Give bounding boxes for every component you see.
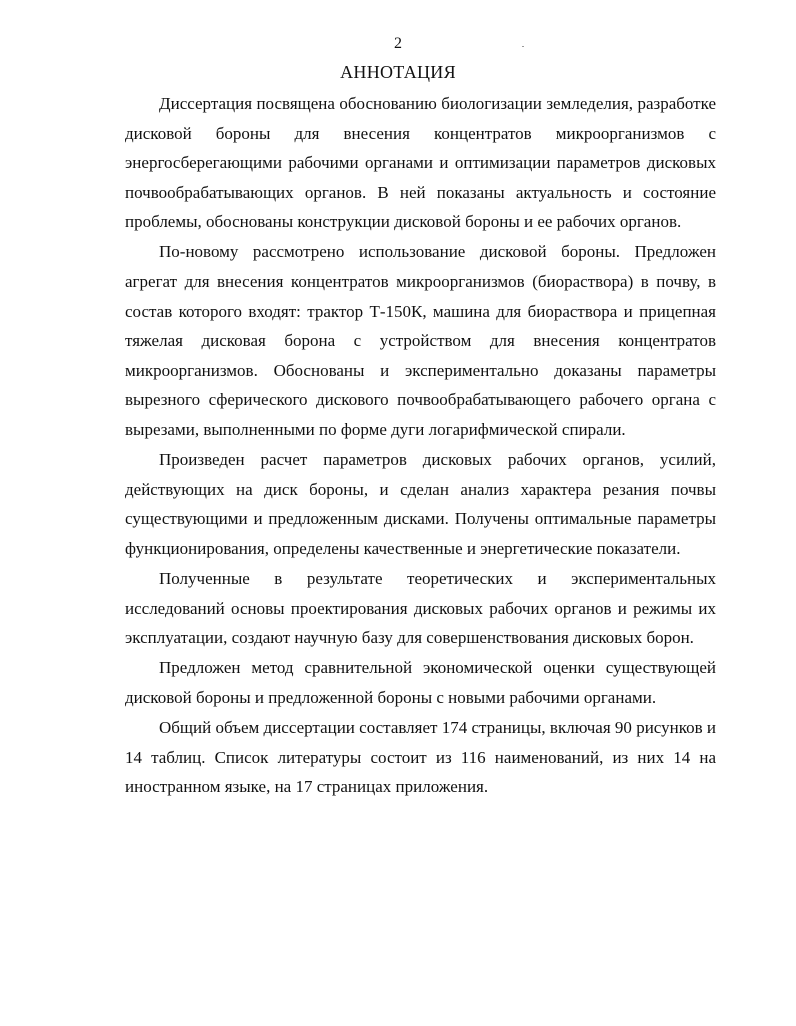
paragraph-calculation: Произведен расчет параметров дисковых рабочих органов, усилий, действующих на диск бороны, и сделан анализ характера резания почвы существующими и предложенным дисками. Получены оптимальные параметры функционирования, определены качественные и энергетические показатели.	[125, 450, 716, 558]
scan-speck	[522, 46, 524, 47]
paragraph-economics: Предложен метод сравнительной экономической оценки существующей дисковой бороны и предложенной бороны с новыми рабочими органами.	[125, 658, 716, 707]
annotation-body	[125, 89, 716, 802]
paragraph-results: Полученные в результате теоретических и экспериментальных исследований основы проектирования дисковых рабочих органов и режимы их эксплуатации, создают научную базу для совершенствования дисковых борон.	[125, 569, 716, 648]
paragraph-summary: Диссертация посвящена обоснованию биологизации земледелия, разработке дисковой бороны для внесения концентратов микроорганизмов с энергосберегающими рабочими органами и оптимизации параметров дисковых почвообрабатывающих органов. В ней показаны актуальность и состояние проблемы, обоснованы конструкции дисковой бороны и ее рабочих органов.	[125, 94, 716, 232]
page-title: АННОТАЦИЯ	[340, 62, 456, 82]
paragraph-volume: Общий объем диссертации составляет 174 страницы, включая 90 рисунков и 14 таблиц. Список литературы состоит из 116 наименований, из них 14 на иностранном языке, на 17 страницах приложения.	[125, 717, 716, 797]
paragraph-aggregate: По-новому рассмотрено использование дисковой бороны. Предложен агрегат для внесения концентратов микроорганизмов (биораствора) в почву, в состав которого входят: трактор Т-150К, машина для биораствора и прицепная тяжелая дисковая борона с устройством для внесения концентратов микроорганизмов. Обоснованы и экспериментально доказаны параметры вырезного сферического дискового почвообрабатывающего рабочего органа с вырезами, выполненными по форме дуги логарифмической спирали.	[125, 242, 716, 440]
page-number: 2	[394, 35, 402, 52]
